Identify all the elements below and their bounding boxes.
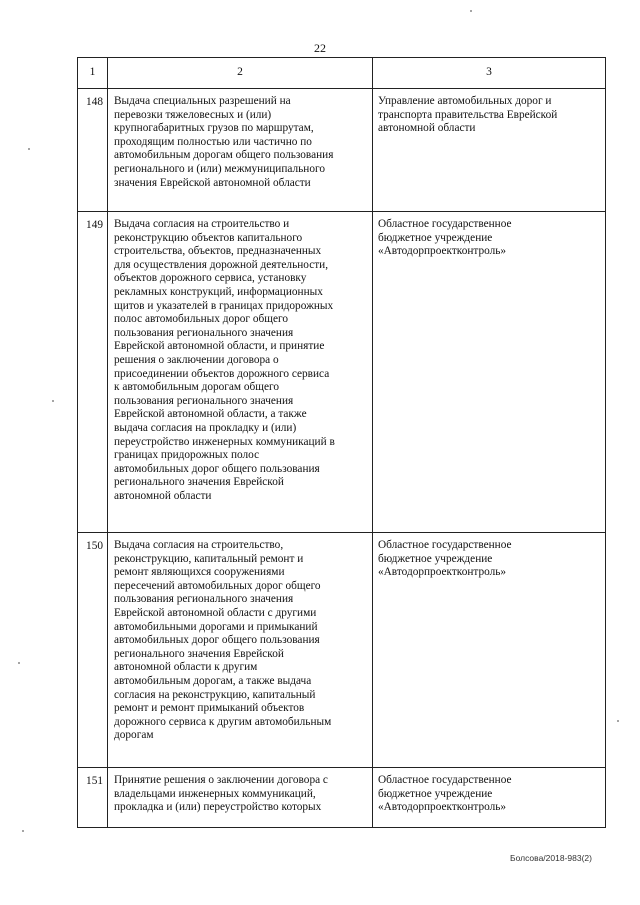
text-line: выдача согласия на прокладку и (или) <box>114 421 297 434</box>
text-line: Выдача согласия на строительство, <box>114 539 284 551</box>
text-line: ремонт являющихся сооружениями <box>114 566 285 579</box>
text-line: решения о заключении договора о <box>114 353 279 366</box>
text-line: крупногабаритных грузов по маршрутам, <box>114 122 314 135</box>
scan-speck <box>52 400 54 402</box>
text-line: к автомобильным дорогам общего <box>114 381 280 394</box>
text-line: для осуществления дорожной деятельности, <box>114 258 329 271</box>
text-line: Выдача специальных разрешений на <box>114 95 291 107</box>
scan-speck <box>28 148 30 150</box>
text-line: рекламных конструкций, информационных <box>114 285 323 298</box>
text-line: согласия на реконструкцию, капитальный <box>114 688 316 701</box>
text-line: реконструкцию, капитальный ремонт и <box>114 552 304 565</box>
text-line: присоединении объектов дорожного сервиса <box>114 367 330 380</box>
text-line: бюджетное учреждение <box>378 231 493 244</box>
table-row <box>78 212 606 533</box>
text-line: автомобильных дорог общего пользования <box>114 634 320 647</box>
scan-speck <box>470 10 472 12</box>
text-line: дорожного сервиса к другим автомобильным <box>114 715 332 728</box>
table-header-row <box>78 58 606 89</box>
text-line: Областное государственное <box>378 774 512 786</box>
text-line: Областное государственное <box>378 218 512 230</box>
text-line: автономной области <box>114 489 212 502</box>
text-line: Управление автомобильных дорог и <box>378 95 552 107</box>
text-line: автономной области <box>378 122 476 135</box>
row-number: 148 <box>78 89 108 212</box>
text-line: регионального и (или) межмуниципального <box>114 162 325 175</box>
text-line: Выдача согласия на строительство и <box>114 218 290 230</box>
header-cell-2: 2 <box>108 58 373 89</box>
text-line: границах придорожных полос <box>114 449 260 462</box>
text-line: автомобильными дорогами и примыканий <box>114 620 318 633</box>
responsible-organization <box>373 533 606 768</box>
table-row <box>78 533 606 768</box>
text-line: регионального значения Еврейской <box>114 647 284 660</box>
scan-speck <box>617 720 619 722</box>
services-table <box>77 57 606 828</box>
header-cell-3: 3 <box>373 58 606 89</box>
row-number: 150 <box>78 533 108 768</box>
text-line: строительства, объектов, предназначенных <box>114 245 322 258</box>
text-line: пользования регионального значения <box>114 593 294 606</box>
text-line: Еврейской автономной области с другими <box>114 606 317 619</box>
document-code: Болсова/2018-983(2) <box>510 853 592 863</box>
text-line: Областное государственное <box>378 539 512 551</box>
responsible-organization <box>373 768 606 828</box>
text-line: «Автодорпроектконтроль» <box>378 566 507 579</box>
responsible-organization <box>373 89 606 212</box>
text-line: автомобильным дорогам общего пользования <box>114 149 334 162</box>
table-row <box>78 89 606 212</box>
text-line: переустройство инженерных коммуникаций в <box>114 435 335 448</box>
text-line: автомобильным дорогам, а также выдача <box>114 674 312 687</box>
text-line: Еврейской автономной области, и принятие <box>114 340 325 353</box>
text-line: пользования регионального значения <box>114 394 294 407</box>
text-line: автомобильных дорог общего пользования <box>114 462 320 475</box>
text-line: пользования регионального значения <box>114 326 294 339</box>
text-line: ремонт и ремонт примыканий объектов <box>114 702 305 715</box>
text-line: объектов дорожного сервиса, установку <box>114 272 307 285</box>
text-line: перевозки тяжеловесных и (или) <box>114 108 272 121</box>
table-row <box>78 768 606 828</box>
text-line: регионального значения Еврейской <box>114 476 284 489</box>
text-line: реконструкцию объектов капитального <box>114 231 303 244</box>
text-line: значения Еврейской автономной области <box>114 176 311 189</box>
service-description <box>108 768 373 828</box>
service-description <box>108 533 373 768</box>
text-line: бюджетное учреждение <box>378 552 493 565</box>
scan-speck <box>18 662 20 664</box>
service-description <box>108 89 373 212</box>
text-line: полос автомобильных дорог общего <box>114 313 288 326</box>
row-number: 151 <box>78 768 108 828</box>
text-line: бюджетное учреждение <box>378 787 493 800</box>
scan-speck <box>22 830 24 832</box>
text-line: пересечений автомобильных дорог общего <box>114 579 321 592</box>
page-number: 22 <box>314 41 326 55</box>
text-line: владельцами инженерных коммуникаций, <box>114 787 316 800</box>
text-line: прокладка и (или) переустройство которых <box>114 801 322 814</box>
text-line: проходящим полностью или частично по <box>114 135 312 148</box>
responsible-organization <box>373 212 606 533</box>
text-line: Еврейской автономной области, а также <box>114 408 307 421</box>
text-line: щитов и указателей в границах придорожных <box>114 299 334 312</box>
service-description <box>108 212 373 533</box>
text-line: Принятие решения о заключении договора с <box>114 774 328 786</box>
text-line: транспорта правительства Еврейской <box>378 108 558 121</box>
text-line: дорогам <box>114 729 154 742</box>
text-line: «Автодорпроектконтроль» <box>378 801 507 814</box>
text-line: автономной области к другим <box>114 661 258 674</box>
row-number: 149 <box>78 212 108 533</box>
header-cell-1: 1 <box>78 58 108 89</box>
text-line: «Автодорпроектконтроль» <box>378 245 507 258</box>
